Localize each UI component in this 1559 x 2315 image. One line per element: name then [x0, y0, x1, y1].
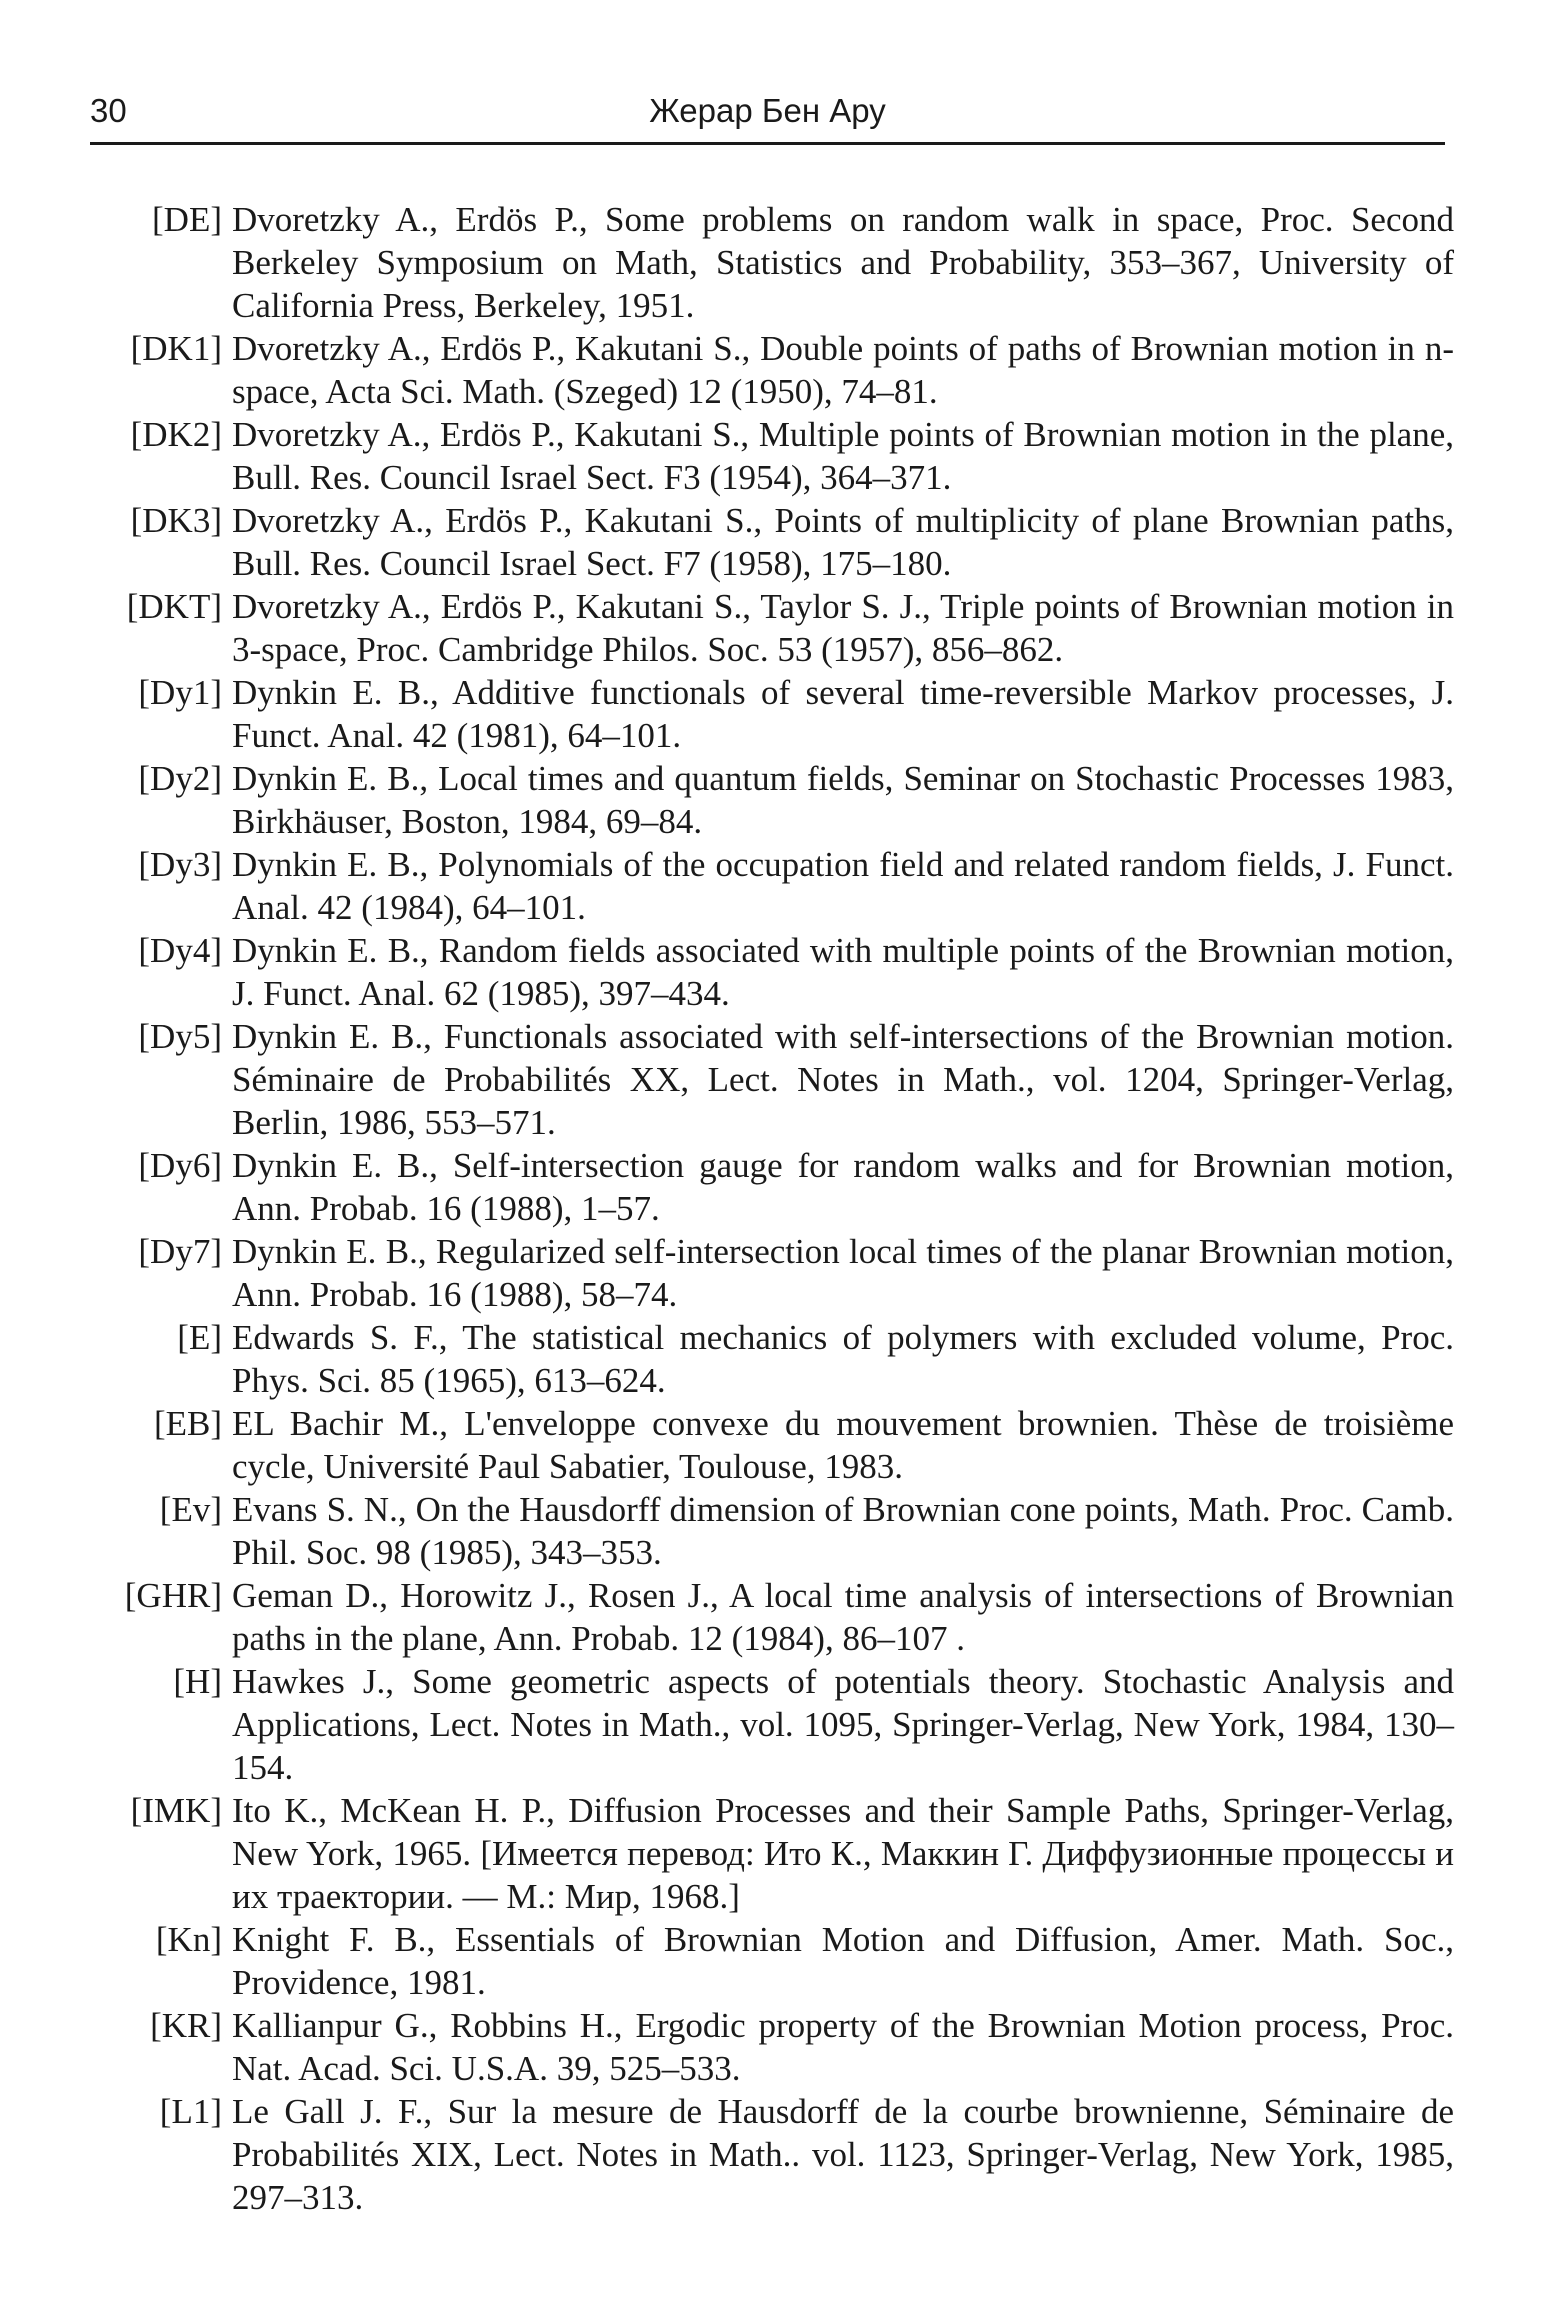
reference-text: Dvoretzky A., Erdös P., Kakutani S., Points of multiplicity of plane Brownian paths, Bull. Res. Council Israel Sect. F7 (1958), 175–180. — [232, 501, 1454, 583]
reference-key: [EB] — [153, 1404, 222, 1443]
reference-entry — [60, 327, 1460, 413]
reference-entry — [60, 1574, 1460, 1660]
reference-list — [60, 198, 1460, 2219]
reference-key: [KR] — [150, 2006, 222, 2045]
reference-key: [Dy5] — [138, 1017, 222, 1056]
reference-text: Dvoretzky A., Erdös P., Kakutani S., Taylor S. J., Triple points of Brownian motion in 3-space, Proc. Cambridge Philos. Soc. 53 (1957), 856–862. — [232, 587, 1454, 669]
reference-entry — [60, 413, 1460, 499]
reference-key: [L1] — [159, 2092, 222, 2131]
reference-key: [Kn] — [155, 1920, 222, 1959]
reference-text: Dvoretzky A., Erdös P., Kakutani S., Multiple points of Brownian motion in the plane, Bull. Res. Council Israel Sect. F3 (1954), 364–371. — [232, 415, 1454, 497]
reference-key: [Dy7] — [138, 1232, 222, 1271]
reference-entry — [60, 757, 1460, 843]
reference-entry — [60, 843, 1460, 929]
reference-entry — [60, 198, 1460, 327]
reference-text: Evans S. N., On the Hausdorff dimension of Brownian cone points, Math. Proc. Camb. Phil. Soc. 98 (1985), 343–353. — [232, 1490, 1454, 1572]
reference-text: Ito K., McKean H. P., Diffusion Processes and their Sample Paths, Springer-Verlag, New York, 1965. [Имеется перевод: Ито К., Маккин Г. Диффузионные процессы и их траектории. — М.: Мир, 1968.] — [232, 1791, 1454, 1916]
reference-key: [DK2] — [130, 415, 222, 454]
reference-key: [IMK] — [130, 1791, 222, 1830]
reference-text: Dvoretzky A., Erdös P., Kakutani S., Double points of paths of Brownian motion in n-space, Acta Sci. Math. (Szeged) 12 (1950), 74–81. — [232, 329, 1454, 411]
reference-entry — [60, 1918, 1460, 2004]
reference-text: Dynkin E. B., Regularized self-intersection local times of the planar Brownian motion, Ann. Probab. 16 (1988), 58–74. — [232, 1232, 1454, 1314]
page-header — [90, 88, 1445, 145]
reference-text: Le Gall J. F., Sur la mesure de Hausdorff de la courbe brownienne, Séminaire de Probabilités XIX, Lect. Notes in Math.. vol. 1123, Springer-Verlag, New York, 1985, 297–313. — [232, 2092, 1454, 2217]
reference-key: [H] — [173, 1662, 222, 1701]
reference-key: [Dy4] — [138, 931, 222, 970]
reference-key: [DK3] — [130, 501, 222, 540]
reference-entry — [60, 1488, 1460, 1574]
reference-entry — [60, 585, 1460, 671]
reference-text: Dynkin E. B., Self-intersection gauge for random walks and for Brownian motion, Ann. Probab. 16 (1988), 1–57. — [232, 1146, 1454, 1228]
reference-text: Knight F. B., Essentials of Brownian Motion and Diffusion, Amer. Math. Soc., Providence, 1981. — [232, 1920, 1454, 2002]
reference-entry — [60, 1230, 1460, 1316]
reference-key: [Dy2] — [138, 759, 222, 798]
reference-entry — [60, 1015, 1460, 1144]
reference-text: EL Bachir M., L'enveloppe convexe du mouvement brownien. Thèse de troisième cycle, Université Paul Sabatier, Toulouse, 1983. — [232, 1404, 1454, 1486]
reference-key: [E] — [177, 1318, 222, 1357]
reference-entry — [60, 2004, 1460, 2090]
reference-text: Dynkin E. B., Random fields associated with multiple points of the Brownian motion, J. Funct. Anal. 62 (1985), 397–434. — [232, 931, 1454, 1013]
reference-key: [GHR] — [124, 1576, 222, 1615]
reference-entry — [60, 929, 1460, 1015]
reference-text: Dvoretzky A., Erdös P., Some problems on random walk in space, Proc. Second Berkeley Symposium on Math, Statistics and Probability, 353–367, University of California Press, Berkeley, 1951. — [232, 200, 1454, 325]
reference-text: Geman D., Horowitz J., Rosen J., A local time analysis of intersections of Brownian paths in the plane, Ann. Probab. 12 (1984), 86–107 . — [232, 1576, 1454, 1658]
reference-text: Dynkin E. B., Functionals associated with self-intersections of the Brownian motion. Séminaire de Probabilités XX, Lect. Notes in Math., vol. 1204, Springer-Verlag, Berlin, 1986, 553–571. — [232, 1017, 1454, 1142]
reference-key: [Dy1] — [138, 673, 222, 712]
reference-entry — [60, 1660, 1460, 1789]
reference-key: [Ev] — [159, 1490, 222, 1529]
reference-entry — [60, 1316, 1460, 1402]
reference-key: [Dy6] — [138, 1146, 222, 1185]
page-number: 30 — [90, 92, 127, 129]
reference-text: Edwards S. F., The statistical mechanics of polymers with excluded volume, Proc. Phys. Sci. 85 (1965), 613–624. — [232, 1318, 1454, 1400]
reference-entry — [60, 1144, 1460, 1230]
reference-entry — [60, 671, 1460, 757]
reference-entry — [60, 499, 1460, 585]
reference-entry — [60, 1402, 1460, 1488]
reference-key: [Dy3] — [138, 845, 222, 884]
reference-text: Dynkin E. B., Local times and quantum fields, Seminar on Stochastic Processes 1983, Birkhäuser, Boston, 1984, 69–84. — [232, 759, 1454, 841]
reference-key: [DKT] — [126, 587, 222, 626]
running-title: Жерар Бен Ару — [649, 92, 886, 129]
reference-text: Kallianpur G., Robbins H., Ergodic property of the Brownian Motion process, Proc. Nat. Acad. Sci. U.S.A. 39, 525–533. — [232, 2006, 1454, 2088]
reference-text: Dynkin E. B., Polynomials of the occupation field and related random fields, J. Funct. Anal. 42 (1984), 64–101. — [232, 845, 1454, 927]
reference-key: [DK1] — [130, 329, 222, 368]
reference-entry — [60, 1789, 1460, 1918]
reference-text: Dynkin E. B., Additive functionals of several time-reversible Markov processes, J. Funct. Anal. 42 (1981), 64–101. — [232, 673, 1454, 755]
reference-text: Hawkes J., Some geometric aspects of potentials theory. Stochastic Analysis and Applications, Lect. Notes in Math., vol. 1095, Springer-Verlag, New York, 1984, 130–154. — [232, 1662, 1454, 1787]
reference-key: [DE] — [152, 200, 222, 239]
reference-entry — [60, 2090, 1460, 2219]
